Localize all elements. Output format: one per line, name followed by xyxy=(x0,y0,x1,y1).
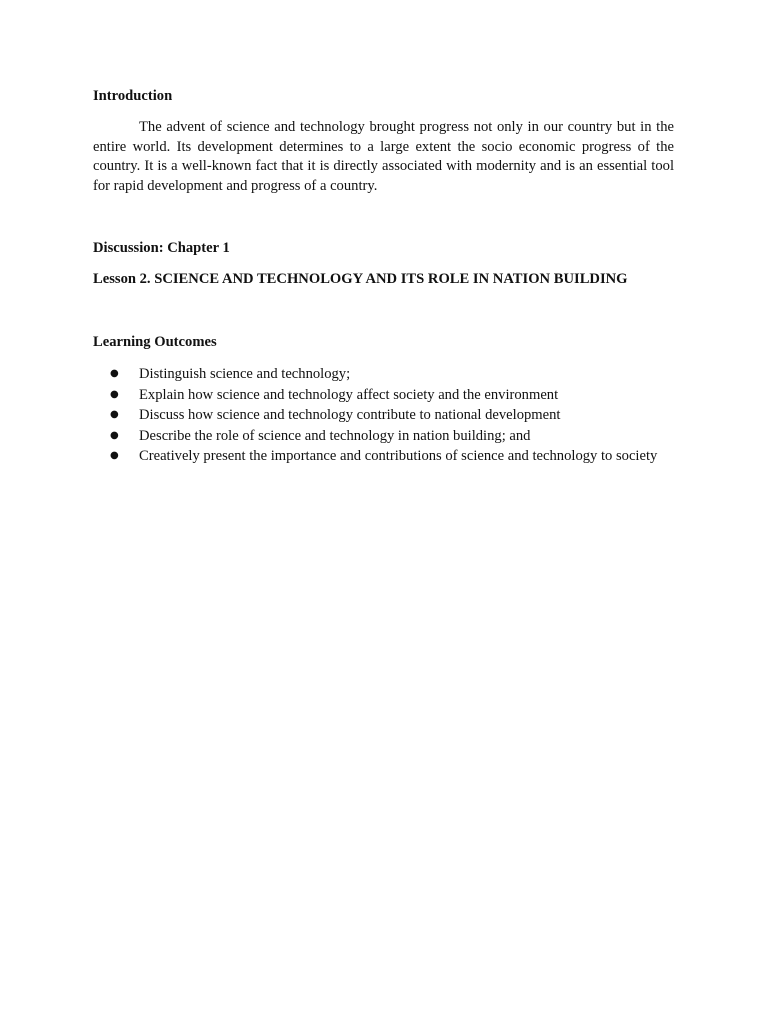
list-item xyxy=(93,364,674,385)
list-item-text: Discuss how science and technology contribute to national development xyxy=(139,407,561,424)
list-item xyxy=(93,426,674,447)
discussion-heading: Discussion: Chapter 1 xyxy=(93,240,230,257)
list-item-text: Explain how science and technology affect society and the environment xyxy=(139,386,559,403)
list-item xyxy=(93,405,674,426)
bullet-icon: ● xyxy=(110,450,119,462)
bullet-icon: ● xyxy=(110,368,119,380)
list-item xyxy=(93,385,674,406)
introduction-heading: Introduction xyxy=(93,88,173,104)
list-item xyxy=(93,446,674,467)
bullet-icon: ● xyxy=(110,429,119,441)
lesson-title: Lesson 2. SCIENCE AND TECHNOLOGY AND ITS ROLE IN NATION BUILDING xyxy=(93,271,628,288)
learning-outcomes-list xyxy=(93,364,674,467)
learning-outcomes-heading: Learning Outcomes xyxy=(93,334,217,351)
introduction-paragraph: The advent of science and technology brought progress not only in our country but in the entire world. Its development determines to a large extent the socio economic progress of the country. It is a well-known fact that it is directly associated with modernity and is an essential tool for rapid development and progress of a country. xyxy=(93,119,674,194)
bullet-icon: ● xyxy=(110,388,119,400)
list-item-text: Creatively present the importance and contributions of science and technology to society xyxy=(139,448,658,465)
list-item-text: Distinguish science and technology; xyxy=(139,366,351,383)
document-page xyxy=(93,86,674,467)
list-item-text: Describe the role of science and technology in nation building; and xyxy=(139,427,531,444)
bullet-icon: ● xyxy=(110,409,119,421)
